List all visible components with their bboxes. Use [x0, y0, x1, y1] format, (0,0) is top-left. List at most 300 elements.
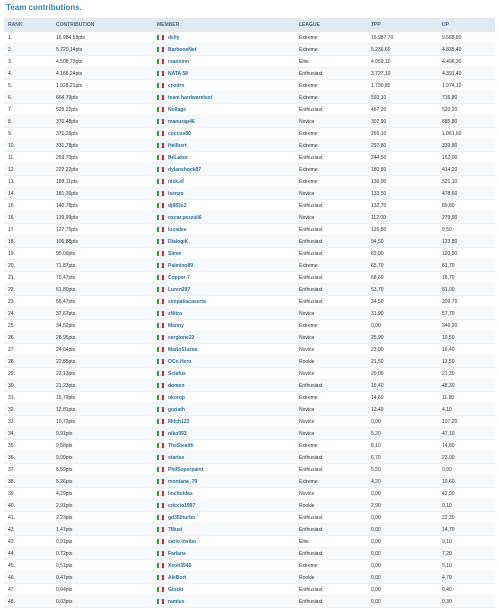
table-row — [4, 344, 495, 356]
tpp-cell: 94,50 — [371, 238, 384, 245]
rank-cell: 3. — [8, 58, 13, 65]
rank-cell: 1. — [8, 34, 13, 41]
contribution-cell: 70,47pts — [56, 274, 76, 281]
league-cell: Enthusiast — [299, 382, 323, 389]
tpp-cell: 132,70 — [371, 202, 387, 209]
contribution-cell: 10,72pts — [56, 418, 76, 425]
contribution-cell: 376,48pts — [56, 118, 78, 125]
italy-flag-icon — [157, 407, 164, 412]
member-link[interactable]: Palmino89 — [168, 262, 194, 269]
member-link[interactable]: okorop — [168, 394, 185, 401]
league-cell: Extreme — [299, 94, 318, 101]
rank-cell: 40. — [8, 502, 15, 509]
italy-flag-icon — [157, 455, 164, 460]
contribution-cell: 4,29pts — [56, 490, 73, 497]
table-row — [4, 212, 495, 224]
member-link[interactable]: nick.sf — [168, 178, 184, 185]
italy-flag-icon — [157, 95, 164, 100]
contribution-cell: 140,78pts — [56, 202, 78, 209]
up-cell: 23,00 — [442, 454, 455, 461]
contribution-cell: 26,95pts — [56, 334, 76, 341]
member-link[interactable]: isenzo — [168, 190, 184, 197]
member-link[interactable]: ramius — [168, 598, 185, 605]
contribution-cell: 0,47pts — [56, 574, 73, 581]
contribution-cell: 21,23pts — [56, 382, 76, 389]
up-cell: 7,20 — [442, 550, 452, 557]
member-cell — [157, 35, 299, 41]
member-cell — [157, 431, 299, 437]
contribution-cell: 12,81pts — [56, 406, 76, 413]
member-link[interactable]: Hellbert — [168, 142, 187, 149]
table-row — [4, 416, 495, 428]
column-header-member[interactable]: MEMBER — [157, 22, 180, 28]
member-cell — [157, 287, 299, 293]
tpp-cell: 3.727,10 — [371, 70, 391, 77]
rank-cell: 20. — [8, 262, 15, 269]
member-link[interactable]: Copper-7 — [168, 274, 190, 281]
up-cell: 42,90 — [442, 490, 455, 497]
up-cell: 0,30 — [442, 598, 452, 605]
tpp-cell: 0,00 — [371, 550, 381, 557]
tpp-cell: 0,00 — [371, 586, 381, 593]
up-cell: 279,90 — [442, 214, 458, 221]
contribution-cell: 22,13pts — [56, 370, 76, 377]
table-row — [4, 584, 495, 596]
table-row — [4, 92, 495, 104]
up-cell: 22,30 — [442, 514, 455, 521]
table-row — [4, 56, 495, 68]
italy-flag-icon — [157, 479, 164, 484]
member-link[interactable]: Luren297 — [168, 286, 191, 293]
italy-flag-icon — [157, 167, 164, 172]
tpp-cell: 0,00 — [371, 574, 381, 581]
rank-cell: 17. — [8, 226, 15, 233]
contribution-cell: 181,36pts — [56, 190, 78, 197]
member-cell — [157, 323, 299, 329]
member-link[interactable]: zNitro — [168, 310, 183, 317]
member-link[interactable]: PhilSuperpaint — [168, 466, 204, 473]
member-cell — [157, 155, 299, 161]
tpp-cell: 126,80 — [371, 226, 387, 233]
league-cell: Extreme — [299, 322, 318, 329]
up-cell: 10,50 — [442, 334, 455, 341]
italy-flag-icon — [157, 515, 164, 520]
rank-cell: 22. — [8, 286, 15, 293]
italy-flag-icon — [157, 287, 164, 292]
contribution-cell: 71,87pts — [56, 262, 76, 269]
rank-cell: 32. — [8, 406, 15, 413]
contribution-cell: 139,99pts — [56, 214, 78, 221]
member-link[interactable]: cnzdrn — [168, 82, 185, 89]
member-cell — [157, 167, 299, 173]
member-link[interactable]: dylanshock87 — [168, 166, 202, 173]
table-row — [4, 356, 495, 368]
table-row — [4, 488, 495, 500]
member-link[interactable]: Farlans — [168, 550, 186, 557]
rank-cell: 39. — [8, 490, 15, 497]
contribution-cell: 259,70pts — [56, 154, 78, 161]
tpp-cell: 265,10 — [371, 130, 387, 137]
league-cell: Extreme — [299, 442, 318, 449]
league-cell: Elite — [299, 58, 309, 65]
member-cell — [157, 263, 299, 269]
league-cell: Enthusiast — [299, 550, 323, 557]
rank-cell: 21. — [8, 274, 15, 281]
table-row — [4, 464, 495, 476]
tpp-cell: 65,70 — [371, 262, 384, 269]
league-cell: Enthusiast — [299, 454, 323, 461]
member-cell — [157, 119, 299, 125]
tpp-cell: 34,50 — [371, 298, 384, 305]
up-cell: 21,30 — [442, 370, 455, 377]
member-link[interactable]: DialogiK — [168, 238, 189, 245]
italy-flag-icon — [157, 563, 164, 568]
tpp-cell: 8,10 — [371, 442, 381, 449]
league-cell: Rookie — [299, 502, 315, 509]
italy-flag-icon — [157, 35, 164, 40]
tpp-cell: 593,10 — [371, 94, 387, 101]
league-cell: Enthusiast — [299, 586, 323, 593]
table-body — [4, 32, 495, 608]
up-cell: 80,80 — [442, 202, 455, 209]
member-link[interactable]: AleBort — [168, 574, 187, 581]
member-link[interactable]: Slime — [168, 250, 182, 257]
up-cell: 14,80 — [442, 442, 455, 449]
league-cell: Extreme — [299, 394, 318, 401]
up-cell: 4,10 — [442, 406, 452, 413]
member-link[interactable]: criccio1997 — [168, 502, 196, 509]
member-cell — [157, 251, 299, 257]
member-link[interactable]: Gioski — [168, 586, 184, 593]
tpp-cell: 4,20 — [371, 478, 381, 485]
rank-cell: 19. — [8, 250, 15, 257]
league-cell: Extreme — [299, 46, 318, 53]
member-link[interactable]: domen — [168, 382, 185, 389]
tpp-cell: 0,00 — [371, 514, 381, 521]
member-cell — [157, 407, 299, 413]
tpp-cell: 31,90 — [371, 310, 384, 317]
league-cell: Extreme — [299, 34, 318, 41]
rank-cell: 48. — [8, 598, 15, 605]
rank-cell: 7. — [8, 106, 13, 113]
member-cell — [157, 467, 299, 473]
contribution-cell: 0,04pts — [56, 586, 73, 593]
italy-flag-icon — [157, 539, 164, 544]
table-row — [4, 176, 495, 188]
tpp-cell: 0,00 — [371, 322, 381, 329]
member-link[interactable]: niko993 — [168, 430, 187, 437]
member-cell — [157, 275, 299, 281]
member-link[interactable]: Mitch123 — [168, 418, 190, 425]
league-cell: Novice — [299, 118, 315, 125]
member-link[interactable]: carlo.lovibo — [168, 538, 197, 545]
member-link[interactable]: montana_79 — [168, 478, 198, 485]
up-cell: 9,10 — [442, 538, 452, 545]
league-cell: Novice — [299, 190, 315, 197]
member-link[interactable]: Nollage — [168, 106, 187, 113]
member-link[interactable]: gd350turbo — [168, 514, 196, 521]
tpp-cell: 23,00 — [371, 346, 384, 353]
italy-flag-icon — [157, 191, 164, 196]
italy-flag-icon — [157, 155, 164, 160]
up-cell: 1.974,10 — [442, 82, 462, 89]
rank-cell: 2. — [8, 46, 13, 53]
up-cell: 14,70 — [442, 526, 455, 533]
table-row — [4, 524, 495, 536]
member-link[interactable]: Xeon3540 — [168, 562, 192, 569]
contribution-cell: 34,62pts — [56, 322, 76, 329]
up-cell: 0,10 — [442, 502, 452, 509]
up-cell: 414,20 — [442, 166, 458, 173]
member-link[interactable]: team hardwaretest — [168, 94, 213, 101]
table-row — [4, 392, 495, 404]
rank-cell: 12. — [8, 166, 15, 173]
table-row — [4, 272, 495, 284]
italy-flag-icon — [157, 419, 164, 424]
member-cell — [157, 383, 299, 389]
member-cell — [157, 455, 299, 461]
member-cell — [157, 539, 299, 545]
member-cell — [157, 191, 299, 197]
member-link[interactable]: BarbooeNet — [168, 46, 197, 53]
contribution-cell: 5,59pts — [56, 466, 73, 473]
contribution-cell: 0,51pts — [56, 562, 73, 569]
table-row — [4, 188, 495, 200]
contribution-cell: 1,47pts — [56, 526, 73, 533]
up-cell: 18,70 — [442, 274, 455, 281]
tpp-cell: 20,00 — [371, 370, 384, 377]
italy-flag-icon — [157, 143, 164, 148]
contribution-cell: 55,47pts — [56, 298, 76, 305]
tpp-cell: 0,00 — [371, 538, 381, 545]
contribution-cell: 106,88pts — [56, 238, 78, 245]
up-cell: 57,70 — [442, 310, 455, 317]
italy-flag-icon — [157, 383, 164, 388]
member-cell — [157, 347, 299, 353]
member-cell — [157, 563, 299, 569]
tpp-cell: 12,40 — [371, 406, 384, 413]
table-row — [4, 380, 495, 392]
table-row — [4, 368, 495, 380]
member-link[interactable]: Manny — [168, 322, 184, 329]
rank-cell: 5. — [8, 82, 13, 89]
league-cell: Extreme — [299, 178, 318, 185]
league-cell: Enthusiast — [299, 466, 323, 473]
member-link[interactable]: dj883s2 — [168, 202, 187, 209]
member-link[interactable]: Mario51area — [168, 346, 198, 353]
member-link[interactable]: 7Must — [168, 526, 183, 533]
member-cell — [157, 203, 299, 209]
italy-flag-icon — [157, 203, 164, 208]
member-cell — [157, 419, 299, 425]
member-link[interactable]: TheStealth — [168, 442, 194, 449]
rank-cell: 13. — [8, 178, 15, 185]
column-header-contribution[interactable]: CONTRIBUTION — [56, 22, 95, 28]
tpp-cell: 112,00 — [371, 214, 386, 221]
italy-flag-icon — [157, 395, 164, 400]
member-link[interactable]: rsannino — [168, 58, 190, 65]
contribution-cell: 4.166,24pts — [56, 70, 83, 77]
member-cell — [157, 359, 299, 365]
member-link[interactable]: NATA 58 — [168, 70, 188, 77]
contribution-cell: 9,58pts — [56, 442, 73, 449]
league-cell: Extreme — [299, 562, 318, 569]
member-cell — [157, 47, 299, 53]
member-link[interactable]: Sclafus — [168, 370, 186, 377]
rank-cell: 14. — [8, 190, 15, 197]
member-link[interactable]: OCn.Hero — [168, 358, 192, 365]
member-link[interactable]: lucadee — [168, 226, 187, 233]
italy-flag-icon — [157, 263, 164, 268]
up-cell: 16,40 — [442, 346, 455, 353]
member-cell — [157, 83, 299, 89]
league-cell: Enthusiast — [299, 70, 323, 77]
contribution-cell: 188,11pts — [56, 178, 78, 185]
up-cell: 81,00 — [442, 286, 455, 293]
tpp-cell: 6,70 — [371, 454, 381, 461]
rank-cell: 31. — [8, 394, 15, 401]
italy-flag-icon — [157, 47, 164, 52]
up-cell: 107,20 — [442, 418, 458, 425]
up-cell: 1.061,60 — [442, 130, 462, 137]
italy-flag-icon — [157, 251, 164, 256]
italy-flag-icon — [157, 131, 164, 136]
contribution-cell: 95,09pts — [56, 250, 76, 257]
league-cell: Novice — [299, 214, 315, 221]
rank-cell: 36. — [8, 454, 15, 461]
league-cell: Enthusiast — [299, 286, 323, 293]
up-cell: 478,60 — [442, 190, 458, 197]
rank-cell: 27. — [8, 346, 15, 353]
table-row — [4, 236, 495, 248]
league-cell: Novice — [299, 334, 315, 341]
league-cell: Enthusiast — [299, 250, 323, 257]
league-cell: Enthusiast — [299, 226, 323, 233]
table-row — [4, 68, 495, 80]
league-cell: Extreme — [299, 142, 318, 149]
contribution-cell: 5.720,14pts — [56, 46, 83, 53]
rank-cell: 33. — [8, 418, 15, 425]
tpp-cell: 68,60 — [371, 274, 384, 281]
member-cell — [157, 599, 299, 605]
italy-flag-icon — [157, 431, 164, 436]
italy-flag-icon — [157, 71, 164, 76]
league-cell: Extreme — [299, 130, 318, 137]
table-row — [4, 104, 495, 116]
member-link[interactable]: starise — [168, 454, 185, 461]
member-cell — [157, 503, 299, 509]
tpp-cell: 136,00 — [371, 178, 387, 185]
up-cell: 11,90 — [442, 394, 455, 401]
league-cell: Novice — [299, 490, 315, 497]
tpp-cell: 2,90 — [371, 502, 381, 509]
table-row — [4, 224, 495, 236]
member-link[interactable]: sergione22 — [168, 334, 195, 341]
italy-flag-icon — [157, 575, 164, 580]
tpp-cell: 0,00 — [371, 526, 381, 533]
member-cell — [157, 491, 299, 497]
member-link[interactable]: oscar.pezzali6 — [168, 214, 202, 221]
rank-cell: 6. — [8, 94, 13, 101]
member-link[interactable]: goriath — [168, 406, 185, 413]
rank-cell: 4. — [8, 70, 13, 77]
up-cell: 47,10 — [442, 430, 455, 437]
league-cell: Enthusiast — [299, 154, 323, 161]
member-link[interactable]: coccus80 — [168, 130, 191, 137]
column-header-rank[interactable]: RANK — [8, 22, 23, 28]
member-link[interactable]: BeLakor — [168, 154, 189, 161]
italy-flag-icon — [157, 491, 164, 496]
contribution-cell: 127,75pts — [56, 226, 78, 233]
member-cell — [157, 179, 299, 185]
tpp-cell: 467,20 — [371, 106, 387, 113]
member-cell — [157, 371, 299, 377]
contributions-table — [4, 18, 495, 608]
table-row — [4, 128, 495, 140]
member-link[interactable]: delly — [168, 34, 180, 41]
table-row — [4, 80, 495, 92]
contribution-cell: 2,23pts — [56, 514, 73, 521]
rank-cell: 15. — [8, 202, 15, 209]
tpp-cell: 14,60 — [371, 394, 384, 401]
member-link[interactable]: manurap46 — [168, 118, 195, 125]
column-header-up[interactable]: UP — [442, 22, 449, 28]
column-header-league[interactable]: LEAGUE — [299, 22, 320, 28]
rank-cell: 23. — [8, 298, 15, 305]
page-title: Team contributions. — [6, 3, 82, 12]
italy-flag-icon — [157, 59, 164, 64]
tpp-cell: 307,90 — [371, 118, 387, 125]
table-row — [4, 428, 495, 440]
league-cell: Enthusiast — [299, 298, 323, 305]
tpp-cell: 0,00 — [371, 562, 381, 569]
table-row — [4, 248, 495, 260]
member-cell — [157, 395, 299, 401]
up-cell: 685,80 — [442, 118, 458, 125]
tpp-cell: 15.987,70 — [371, 34, 394, 41]
contribution-cell: 0,03pts — [56, 598, 73, 605]
member-cell — [157, 443, 299, 449]
column-header-tpp[interactable]: TPP — [371, 22, 381, 28]
league-cell: Extreme — [299, 166, 318, 173]
contribution-cell: 0,72pts — [56, 550, 73, 557]
italy-flag-icon — [157, 107, 164, 112]
rank-cell: 43. — [8, 538, 15, 545]
member-link[interactable]: lincholdas — [168, 490, 193, 497]
league-cell: Rookie — [299, 574, 315, 581]
table-row — [4, 296, 495, 308]
rank-cell: 24. — [8, 310, 15, 317]
table-row — [4, 500, 495, 512]
up-cell: 9,50 — [442, 226, 452, 233]
italy-flag-icon — [157, 359, 164, 364]
italy-flag-icon — [157, 275, 164, 280]
league-cell: Enthusiast — [299, 238, 323, 245]
tpp-cell: 25,90 — [371, 334, 384, 341]
member-cell — [157, 227, 299, 233]
rank-cell: 11. — [8, 154, 15, 161]
member-link[interactable]: simpatiacaserta — [168, 298, 206, 305]
member-cell — [157, 551, 299, 557]
table-row — [4, 560, 495, 572]
contribution-cell: 24,64pts — [56, 346, 76, 353]
up-cell: 339,80 — [442, 142, 458, 149]
contribution-cell: 2,91pts — [56, 502, 73, 509]
italy-flag-icon — [157, 311, 164, 316]
tpp-cell: 53,70 — [371, 286, 384, 293]
contribution-cell: 1.928,21pts — [56, 82, 83, 89]
contribution-cell: 529,22pts — [56, 106, 78, 113]
